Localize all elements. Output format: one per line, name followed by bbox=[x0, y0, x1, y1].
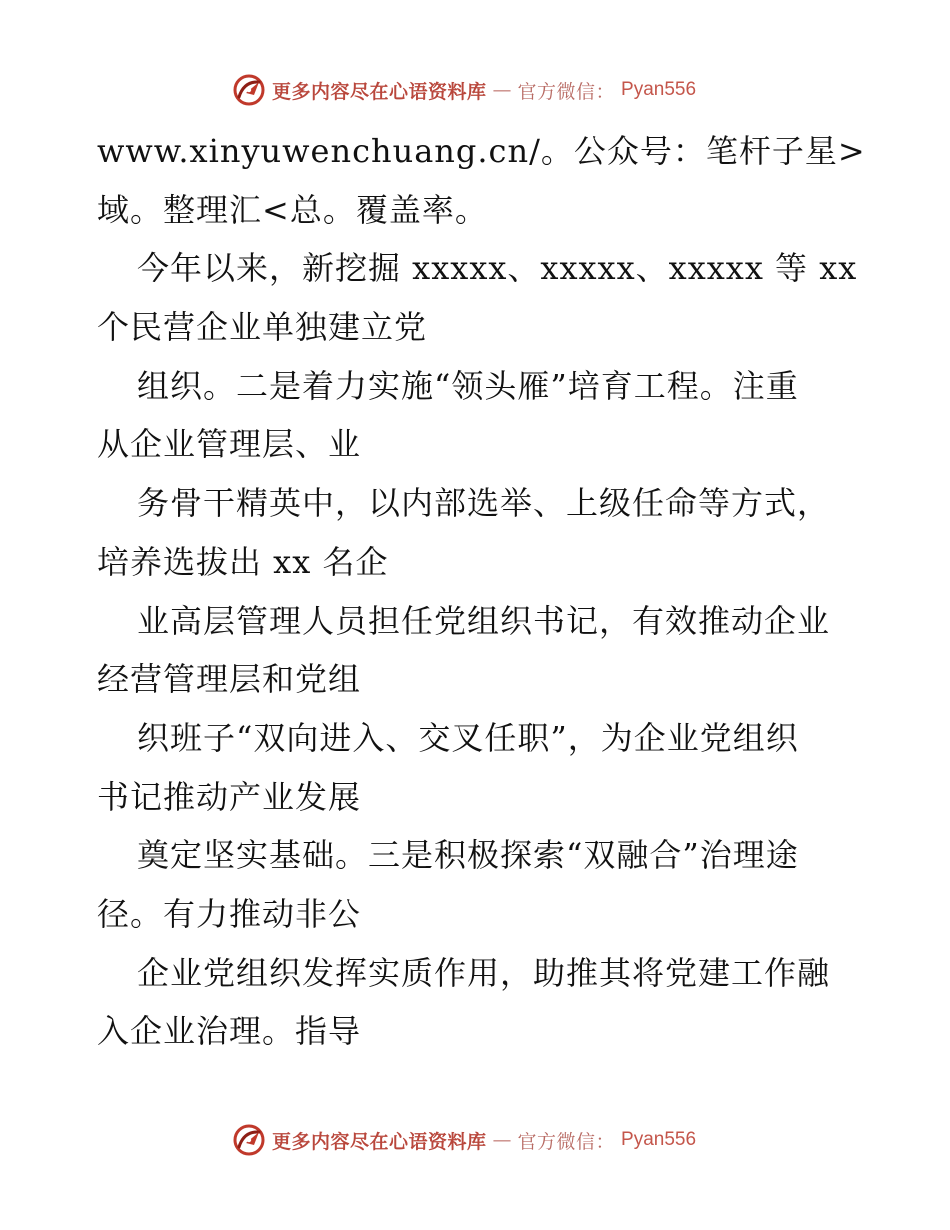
text-line: 径。有力推动非公 bbox=[97, 894, 362, 933]
text-line: 入企业治理。指导 bbox=[97, 1012, 362, 1051]
text-line: 务骨干精英中，以内部选举、上级任命等方式， bbox=[137, 484, 831, 523]
banner-account-id: Pyan556 bbox=[621, 1129, 697, 1150]
text-line: 组织。二是着力实施“领头雁”培育工程。注重 bbox=[137, 366, 799, 405]
pen-logo-icon bbox=[232, 1123, 266, 1157]
document-body bbox=[97, 122, 866, 1061]
banner-brand-text: 更多内容尽在心语资料库 bbox=[272, 80, 487, 103]
text-line: 奠定坚实基础。三是积极探索“双融合”治理途 bbox=[137, 836, 799, 875]
pen-logo-icon bbox=[232, 73, 266, 107]
text-line: 培养选拔出 xx 名企 bbox=[97, 542, 389, 581]
text-line: 书记推动产业发展 bbox=[97, 777, 362, 816]
text-line: 个民营企业单独建立党 bbox=[97, 308, 428, 347]
text-line: 业高层管理人员担任党组织书记，有效推动企业 bbox=[137, 601, 831, 640]
text-line: 域。整理汇<总。覆盖率。 bbox=[97, 190, 488, 229]
text-line: 织班子“双向进入、交叉任职”，为企业党组织 bbox=[137, 718, 799, 757]
banner-contact-label: 官方微信： bbox=[517, 1130, 616, 1153]
banner-account-id: Pyan556 bbox=[621, 79, 697, 100]
text-line: 今年以来，新挖掘 xxxxx、xxxxx、xxxxx 等 xx bbox=[137, 249, 858, 288]
footer-watermark-banner bbox=[232, 1122, 696, 1158]
header-watermark-banner bbox=[232, 72, 696, 108]
banner-dash: — bbox=[492, 1129, 512, 1151]
banner-dash: — bbox=[492, 79, 512, 101]
banner-brand-text: 更多内容尽在心语资料库 bbox=[272, 1130, 487, 1153]
text-line: www.xinyuwenchuang.cn/。公众号：笔杆子星> bbox=[97, 132, 866, 170]
banner-contact-label: 官方微信： bbox=[517, 80, 616, 103]
text-line: 从企业管理层、业 bbox=[97, 425, 362, 464]
text-line: 企业党组织发挥实质作用，助推其将党建工作融 bbox=[137, 953, 831, 992]
text-line: 经营管理层和党组 bbox=[97, 660, 362, 699]
